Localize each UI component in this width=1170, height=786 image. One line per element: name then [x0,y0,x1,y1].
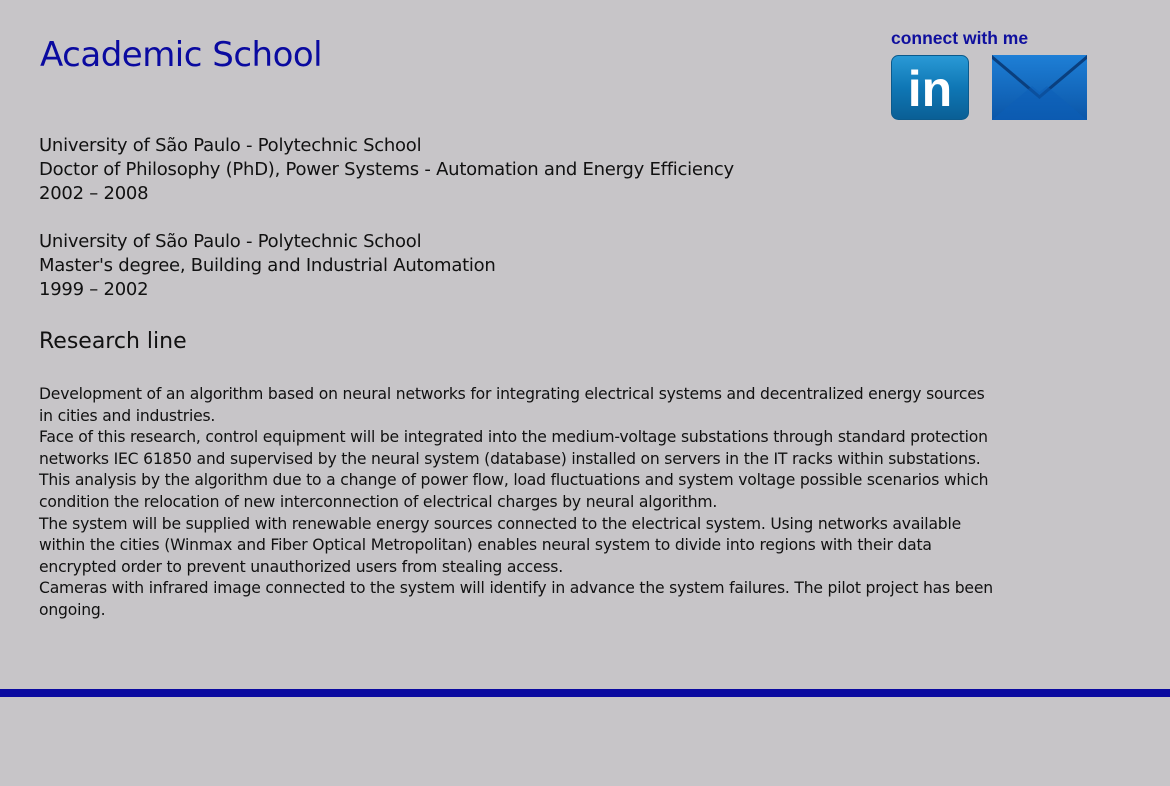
education-school: University of São Paulo - Polytechnic School [39,231,422,252]
research-text [39,384,999,622]
research-heading: Research line [39,329,187,354]
education-years: 1999 – 2002 [39,279,149,300]
education-degree: Doctor of Philosophy (PhD), Power Systems - Automation and Energy Efficiency [39,159,734,180]
connect-label: connect with me [891,28,1029,48]
email-link[interactable] [992,55,1087,120]
linkedin-link[interactable] [891,55,969,120]
research-paragraph: This analysis by the algorithm due to a change of power flow, load fluctuations and system voltage possible scenarios which condition the relocation of new interconnection of electrical charges by neural algorithm. [39,471,989,511]
research-paragraph: Cameras with infrared image connected to the system will identify in advance the system failures. The pilot project has been ongoing. [39,579,993,619]
research-paragraph: Development of an algorithm based on neural networks for integrating electrical systems and decentralized energy sources in cities and industries. [39,385,985,425]
education-degree: Master's degree, Building and Industrial Automation [39,255,496,276]
education-entry [39,230,496,302]
education-entry [39,134,734,206]
linkedin-icon [891,55,969,120]
research-paragraph: The system will be supplied with renewable energy sources connected to the electrical system. Using networks available within the cities (Winmax and Fiber Optical Metropolitan) enables neural system to divide into regions with their data encrypted order to prevent unauthorized users from stealing access. [39,514,962,576]
research-paragraph: Face of this research, control equipment will be integrated into the medium-voltage substations through standard protection networks IEC 61850 and supervised by the neural system (database) installed on servers in the IT racks within substations. [39,428,988,468]
education-years: 2002 – 2008 [39,183,149,204]
page-title: Academic School [40,35,323,75]
linkedin-text: in [907,61,953,117]
envelope-icon [992,55,1087,120]
education-school: University of São Paulo - Polytechnic School [39,135,422,156]
connect-section [891,28,1091,117]
footer-divider [0,689,1170,697]
